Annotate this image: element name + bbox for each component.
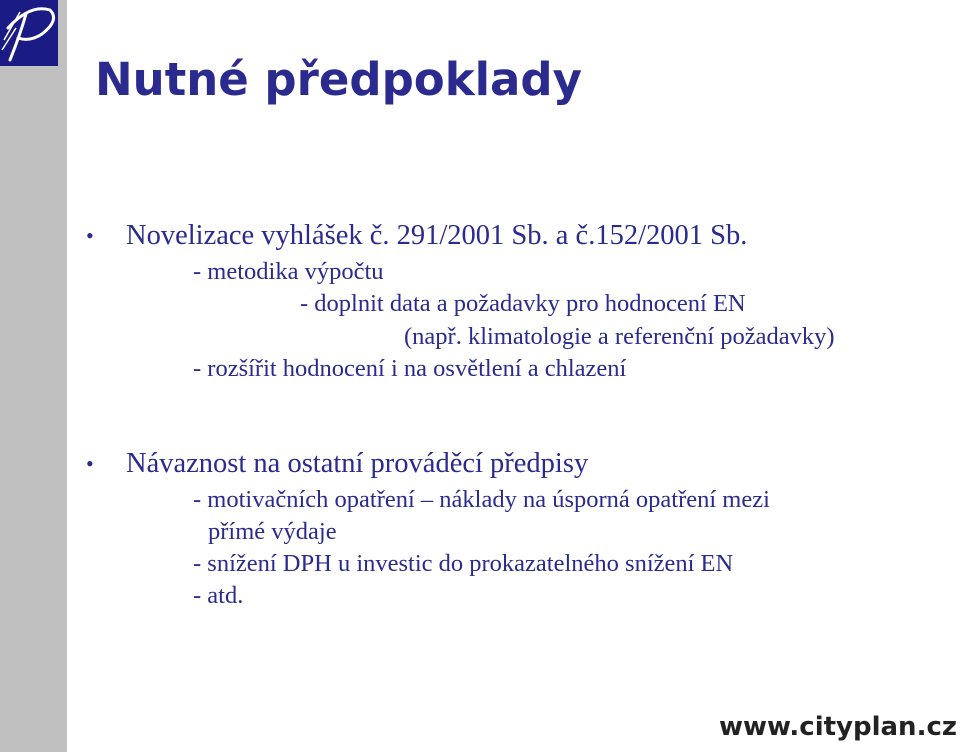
sub-line-atd: - atd. (193, 582, 244, 609)
bullet-marker: • (86, 223, 94, 248)
bullet-text-navaznost: Návaznost na ostatní prováděcí předpisy (126, 448, 589, 479)
sub-line-snizeni-dph: - snížení DPH u investic do prokazatelného snížení EN (193, 550, 734, 577)
sub-line-prime-vydaje: přímé výdaje (208, 518, 337, 545)
sub-line-napr: (např. klimatologie a referenční požadavky) (404, 323, 835, 350)
sub-line-motivacnich: - motivačních opatření – náklady na úsporná opatření mezi (193, 486, 770, 513)
bullet-marker: • (86, 451, 94, 476)
sub-line-rozsirit: - rozšířit hodnocení i na osvětlení a chlazení (193, 355, 627, 382)
sub-line-doplnit: - doplnit data a požadavky pro hodnocení EN (300, 290, 746, 317)
sub-line-metodika: - metodika výpočtu (193, 258, 384, 285)
slide-title: Nutné předpoklady (95, 53, 582, 106)
bullet-text-novelizace: Novelizace vyhlášek č. 291/2001 Sb. a č.152/2001 Sb. (126, 220, 748, 251)
footer-url: www.cityplan.cz (719, 712, 957, 742)
